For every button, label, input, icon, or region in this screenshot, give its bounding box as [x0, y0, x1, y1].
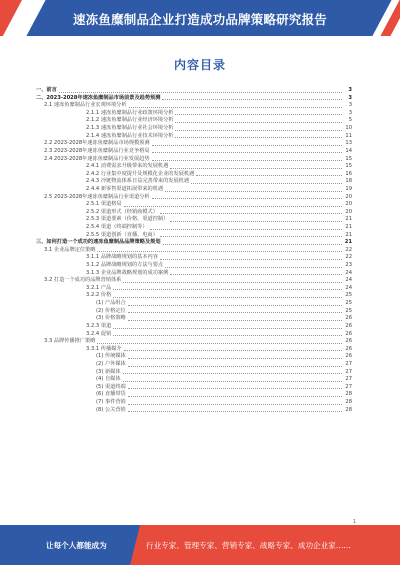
toc-entry-page: 3 — [348, 94, 352, 101]
toc-entry-title: (4) 自媒体 — [96, 376, 121, 383]
toc-entry[interactable] — [36, 147, 352, 155]
toc-leader-dots — [175, 137, 342, 138]
toc-leader-dots — [129, 107, 342, 108]
toc-leader-dots — [175, 122, 342, 123]
toc-leader-dots — [128, 358, 342, 359]
toc-leader-dots — [196, 175, 342, 176]
toc-entry-title: 2.1 速冻鱼糜制品行业宏观环境分析 — [44, 102, 127, 109]
toc-entry-page: 3 — [348, 87, 352, 94]
toc-leader-dots — [128, 404, 342, 405]
toc-leader-dots — [59, 92, 342, 93]
toc-entry-page: 19 — [345, 185, 352, 192]
toc-leader-dots — [152, 198, 342, 199]
toc-entry-title: (8) 公关营销 — [96, 406, 126, 413]
toc-entry-title: 2.4.1 消费需求升级带来的发展机遇 — [86, 163, 169, 170]
toc-entry-page: 15 — [345, 155, 352, 162]
toc-entry-title: (6) 直播带货 — [96, 391, 126, 398]
toc-leader-dots — [113, 328, 342, 329]
toc-entry-title: 一、前言 — [36, 87, 57, 94]
toc-entry-title: 2.2 2023-2028年速冻鱼糜制品市场规模预测 — [44, 140, 150, 147]
toc-entry-page: 27 — [345, 368, 352, 375]
toc-entry[interactable] — [36, 215, 352, 223]
toc-entry-page: 25 — [345, 292, 352, 299]
toc-entry[interactable] — [36, 162, 352, 170]
toc-entry[interactable] — [36, 124, 352, 132]
toc-entry[interactable] — [36, 299, 352, 307]
toc-entry-title: 2.1.2 速冻鱼糜制品行业经济环境分析 — [86, 117, 174, 124]
toc-entry-page: 26 — [345, 330, 352, 337]
toc-entry-title: 3.1.1 品牌战略规划的基本内容 — [86, 254, 158, 261]
toc-entry-page: 25 — [345, 307, 352, 314]
toc-entry-page: 20 — [345, 201, 352, 208]
toc-entry-page: 3 — [348, 102, 352, 109]
toc-entry[interactable] — [36, 246, 352, 254]
toc-entry-title: 2.5.3 渠道要素（价格、渠道控制） — [86, 216, 169, 223]
toc-entry-title: 2.5.4 渠道（终端控制等） — [86, 223, 148, 230]
toc-entry-page: 26 — [345, 345, 352, 352]
toc-entry-page: 20 — [345, 208, 352, 215]
toc-entry[interactable] — [36, 223, 352, 231]
toc-entry-page: 15 — [345, 163, 352, 170]
toc-leader-dots — [128, 305, 342, 306]
toc-entry-page: 27 — [345, 383, 352, 390]
toc-entry[interactable] — [36, 269, 352, 277]
toc-entry-page: 14 — [345, 147, 352, 154]
toc-leader-dots — [113, 297, 342, 298]
toc-entry-page: 10 — [345, 125, 352, 132]
toc-leader-dots — [123, 381, 342, 382]
toc-entry-title: 3.1 企业品牌定位策略 — [44, 246, 96, 253]
toc-entry-page: 28 — [345, 406, 352, 413]
page-number: 1 — [352, 519, 356, 525]
toc-entry-title: 2.3 2023-2028年速冻鱼糜制品行业竞争格局 — [44, 147, 150, 154]
toc-entry-title: 2.4.4 新零售渠道拓展带来的机遇 — [86, 185, 164, 192]
toc-entry-title: (2) 户外媒体 — [96, 360, 126, 367]
toc-entry-title: 3.2.2 价格 — [86, 292, 112, 299]
toc-leader-dots — [128, 411, 342, 412]
toc-entry[interactable] — [36, 170, 352, 178]
toc-leader-dots — [163, 244, 342, 245]
toc-entry[interactable] — [36, 383, 352, 391]
toc-entry-page: 26 — [345, 315, 352, 322]
toc-entry-page: 27 — [345, 376, 352, 383]
toc-leader-dots — [160, 236, 342, 237]
toc-entry[interactable] — [36, 330, 352, 338]
toc-leader-dots — [113, 289, 342, 290]
toc-entry-title: (3) 新媒体 — [96, 368, 121, 375]
toc-leader-dots — [170, 274, 342, 275]
toc-entry-page: 23 — [345, 262, 352, 269]
toc-entry-page: 13 — [345, 140, 352, 147]
toc-entry[interactable] — [36, 139, 352, 147]
toc-leader-dots — [160, 213, 342, 214]
toc-entry-page: 28 — [345, 399, 352, 405]
toc-leader-dots — [170, 168, 342, 169]
toc-entry-page: 21 — [345, 231, 352, 238]
toc-heading: 内容目录 — [173, 58, 226, 72]
toc-entry[interactable] — [36, 360, 352, 368]
toc-entry-page: 24 — [345, 284, 352, 291]
toc-entry[interactable] — [36, 193, 352, 201]
toc-entry-title: 3.1.3 企业品牌战略规划的成功案例 — [86, 269, 169, 276]
toc-leader-dots — [97, 251, 342, 252]
toc-entry[interactable] — [36, 94, 352, 102]
toc-leader-dots — [128, 320, 342, 321]
toc-entry[interactable] — [36, 86, 352, 94]
toc-entry[interactable] — [36, 307, 352, 315]
toc-entry-page: 20 — [345, 193, 352, 200]
toc-entry[interactable] — [36, 177, 352, 185]
toc-entry[interactable] — [36, 398, 352, 406]
toc-entry[interactable] — [36, 185, 352, 193]
toc-entry[interactable] — [36, 375, 352, 383]
toc-entry-title: (7) 事件营销 — [96, 399, 126, 405]
toc-entry-page: 24 — [345, 277, 352, 284]
toc-leader-dots — [123, 282, 342, 283]
header-banner — [0, 0, 400, 36]
toc-entry-page: 26 — [345, 338, 352, 345]
toc-entry[interactable] — [36, 345, 352, 353]
toc-leader-dots — [152, 160, 342, 161]
toc-entry-page: 21 — [345, 223, 352, 230]
toc-entry-title: 2.5.5 渠道创新（直播、电商） — [86, 231, 158, 238]
toc-entry-page: 24 — [345, 269, 352, 276]
toc-leader-dots — [175, 130, 342, 131]
toc-leader-dots — [152, 152, 342, 153]
toc-entry[interactable] — [36, 368, 352, 376]
toc-leader-dots — [124, 350, 342, 351]
toc-entry-title: 3.2.1 产品 — [86, 284, 112, 291]
toc-entry-page: 21 — [345, 216, 352, 223]
toc-entry-title: 2.4.2 行业集中度提升及规模化企业的发展机遇 — [86, 170, 195, 177]
toc-leader-dots — [175, 114, 342, 115]
toc-entry-page: 3 — [348, 109, 352, 116]
toc-entry-page: 27 — [345, 360, 352, 367]
toc-leader-dots — [170, 221, 342, 222]
toc-entry-page: 26 — [345, 353, 352, 360]
toc-leader-dots — [128, 312, 342, 313]
toc-entry-title: 3.2.4 促销 — [86, 330, 112, 337]
report-title: 速冻鱼糜制品企业打造成功品牌策略研究报告 — [72, 12, 327, 27]
toc-entry-title: (1) 传统媒体 — [96, 353, 126, 360]
footer-slogan-left: 让每个人都能成为 — [46, 541, 107, 550]
toc-entry-title: 2.1.4 速冻鱼糜制品行业技术环境分析 — [86, 132, 174, 139]
toc-entry-title: 2.1.3 速冻鱼糜制品行业社会环境分析 — [86, 125, 174, 132]
toc-leader-dots — [128, 388, 342, 389]
toc-leader-dots — [160, 259, 342, 260]
toc-leader-dots — [165, 191, 342, 192]
footer-banner — [0, 525, 400, 565]
toc-leader-dots — [150, 229, 342, 230]
toc-entry-page: 22 — [345, 246, 352, 253]
toc-entry[interactable] — [36, 337, 352, 345]
toc-entry-title: 3.3.1 传播媒介 — [86, 345, 122, 352]
toc-entry-title: 2.1.1 速冻鱼糜制品行业政策环境分析 — [86, 109, 174, 116]
toc-entry[interactable] — [36, 322, 352, 330]
toc-entry[interactable] — [36, 284, 352, 292]
toc-entry-page: 18 — [345, 178, 352, 185]
toc-entry[interactable] — [36, 109, 352, 117]
toc-entry[interactable] — [36, 291, 352, 299]
toc-entry-page: 25 — [345, 300, 352, 307]
toc-leader-dots — [191, 183, 342, 184]
toc-entry-page: 26 — [345, 322, 352, 329]
toc-leader-dots — [165, 267, 342, 268]
toc-entry[interactable] — [36, 101, 352, 109]
toc-entry-title: (3) 价格策略 — [96, 315, 126, 322]
toc-entry-page: 11 — [345, 132, 352, 139]
toc-entry-title: 2.4 2023-2028年速冻鱼糜制品行业发展趋势 — [44, 155, 150, 162]
footer-slogan-right: 行业专家、管理专家、营销专家、战略专家、成功企业家…… — [146, 541, 352, 550]
toc-leader-dots — [128, 366, 342, 367]
toc-entry[interactable] — [36, 276, 352, 284]
toc-leader-dots — [128, 396, 342, 397]
toc-leader-dots — [152, 145, 342, 146]
toc-entry[interactable] — [36, 231, 352, 239]
toc-entry[interactable] — [36, 352, 352, 360]
toc-entry[interactable] — [36, 390, 352, 398]
toc-entry-title: 3.1.2 品牌战略规划的方法与要点 — [86, 262, 164, 269]
toc-entry[interactable] — [36, 154, 352, 162]
toc-entry[interactable] — [36, 208, 352, 216]
toc-entry-title: (2) 价格定位 — [96, 307, 126, 314]
toc-entry-page: 5 — [348, 117, 352, 124]
toc-leader-dots — [113, 335, 342, 336]
toc-entry[interactable] — [36, 261, 352, 269]
toc-entry-title: 二、2023-2028年速冻鱼糜制品市场前景及趋势预测 — [36, 94, 161, 101]
toc-entry-title: 2.5 2023-2028年速冻鱼糜制品行业渠道分析 — [44, 193, 150, 200]
toc-entry-title: 3.2.3 渠道 — [86, 322, 112, 329]
toc-entry-title: 3.3 品牌传播推广策略 — [44, 338, 96, 345]
toc-leader-dots — [124, 206, 342, 207]
toc-entry[interactable] — [36, 116, 352, 124]
toc-entry-page: 28 — [345, 391, 352, 398]
toc-entry-page: 21 — [344, 239, 352, 246]
toc-entry-title: (5) 渠道终端 — [96, 383, 126, 390]
toc-leader-dots — [162, 99, 342, 100]
toc-entry[interactable] — [36, 132, 352, 140]
toc-entry-page: 22 — [345, 254, 352, 261]
table-of-contents — [36, 86, 352, 413]
toc-entry-title: 2.5.2 渠道形式（经销商模式） — [86, 208, 158, 215]
toc-entry-title: 3.2 打造一个成功的品牌营销体系 — [44, 277, 122, 284]
toc-leader-dots — [97, 343, 342, 344]
toc-entry[interactable] — [36, 406, 352, 414]
toc-entry-title: (1) 产品组合 — [96, 300, 126, 307]
toc-entry[interactable] — [36, 238, 352, 246]
toc-entry[interactable] — [36, 200, 352, 208]
toc-entry[interactable] — [36, 253, 352, 261]
toc-entry[interactable] — [36, 314, 352, 322]
toc-entry-title: 三、如何打造一个成功的速冻鱼糜制品品牌策略及规划 — [36, 239, 161, 246]
toc-entry-title: 2.5.1 渠道格局 — [86, 201, 122, 208]
toc-leader-dots — [123, 373, 342, 374]
toc-entry-title: 2.4.3 冷链物流体系日益完善带来的发展机遇 — [86, 178, 190, 185]
toc-entry-page: 16 — [345, 170, 352, 177]
